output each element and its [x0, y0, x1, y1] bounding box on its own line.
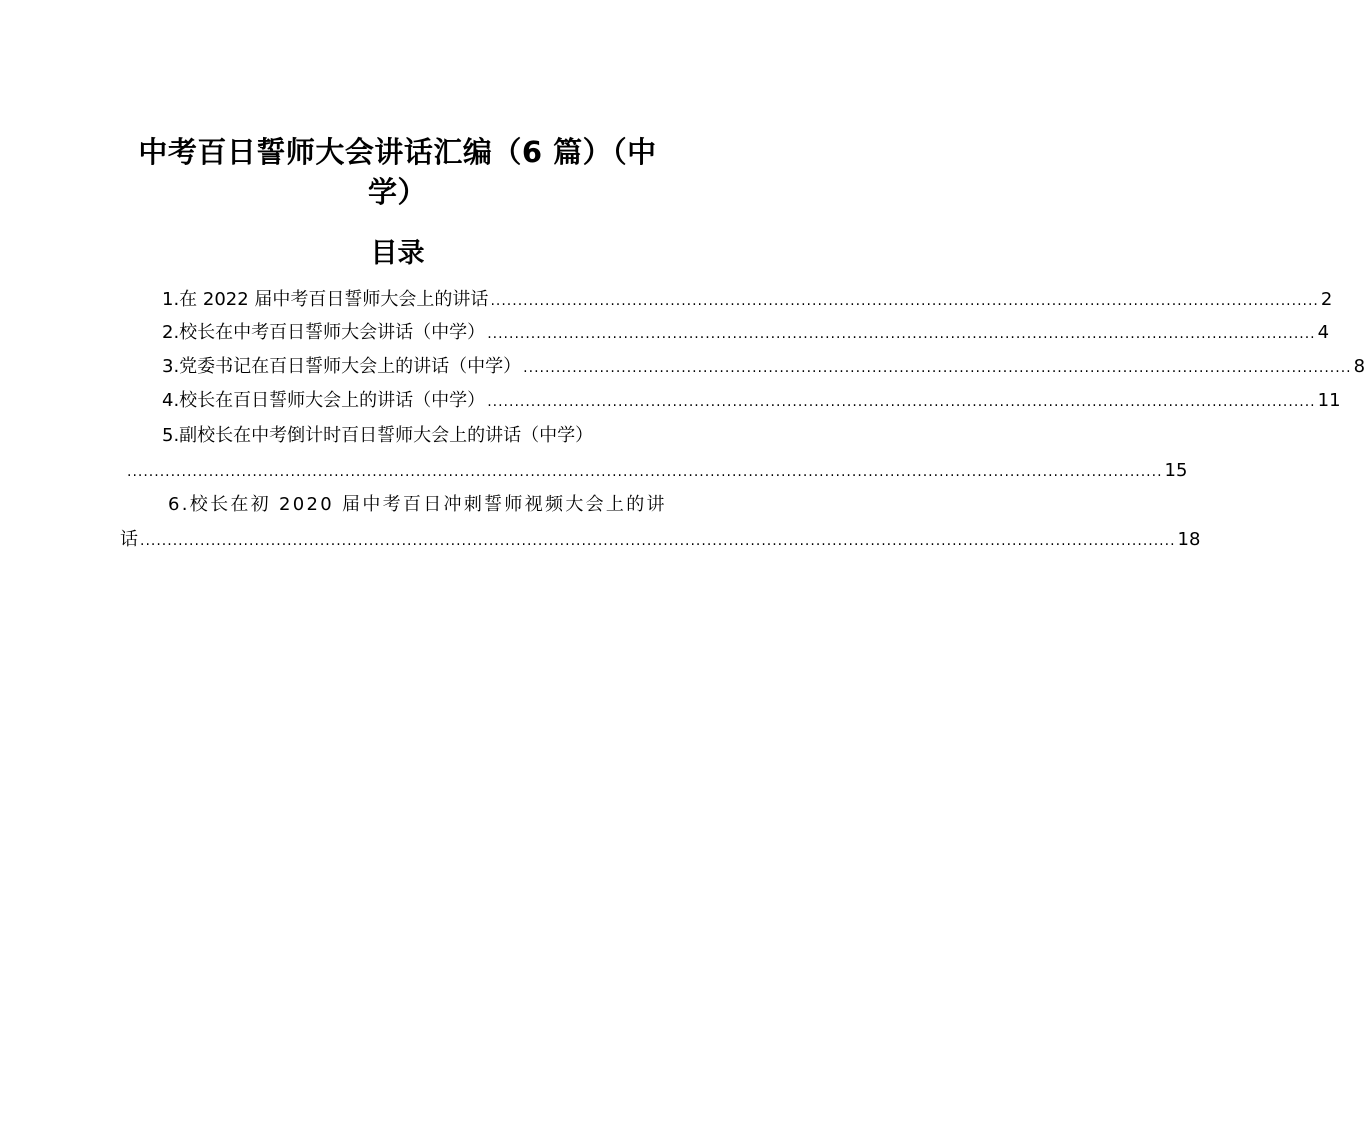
toc-heading: 目录	[370, 238, 425, 269]
toc-entry-page: 18	[1177, 529, 1201, 550]
toc-entry-continuation[interactable]	[120, 525, 1201, 555]
toc-leader-dots: ..............................................................................................................................................................................................	[127, 464, 1163, 480]
toc-entry[interactable]	[162, 318, 1330, 348]
toc-entry-title-continued: 话	[120, 529, 138, 550]
toc-leader-dots: ..............................................................................................................................................................................................	[140, 533, 1176, 549]
toc-leader-dots: ........................................................................................................................................................	[523, 360, 1352, 376]
toc-entry[interactable]	[162, 352, 1365, 382]
toc-entry-title: 1.在 2022 届中考百日誓师大会上的讲话	[162, 289, 489, 310]
document-title: 中考百日誓师大会讲话汇编（6 篇）（中学）	[138, 135, 657, 209]
toc-entry-continuation[interactable]	[125, 456, 1188, 486]
toc-entry[interactable]	[162, 285, 1333, 315]
toc-entry-title: 2.校长在中考百日誓师大会讲话（中学）	[162, 322, 486, 343]
toc-entry-title[interactable]: 6.校长在初 2020 届中考百日冲刺誓师视频大会上的讲	[168, 494, 667, 515]
toc-leader-dots: ........................................................................................................................................................	[487, 394, 1316, 410]
toc-entry-title: 3.党委书记在百日誓师大会上的讲话（中学）	[162, 356, 522, 377]
toc-entry-title[interactable]: 5.副校长在中考倒计时百日誓师大会上的讲话（中学）	[162, 425, 594, 446]
toc-entry-page: 8	[1353, 356, 1365, 377]
toc-leader-dots: ........................................................................................................................................................	[490, 293, 1319, 309]
toc-entry[interactable]	[162, 386, 1341, 416]
toc-entry-page: 11	[1317, 390, 1341, 411]
toc-entry-page: 4	[1317, 322, 1330, 343]
toc-entry-title: 4.校长在百日誓师大会上的讲话（中学）	[162, 390, 486, 411]
toc-leader-dots: ........................................................................................................................................................	[487, 326, 1316, 342]
toc-entry-page: 2	[1320, 289, 1333, 310]
toc-entry-page: 15	[1164, 460, 1188, 481]
